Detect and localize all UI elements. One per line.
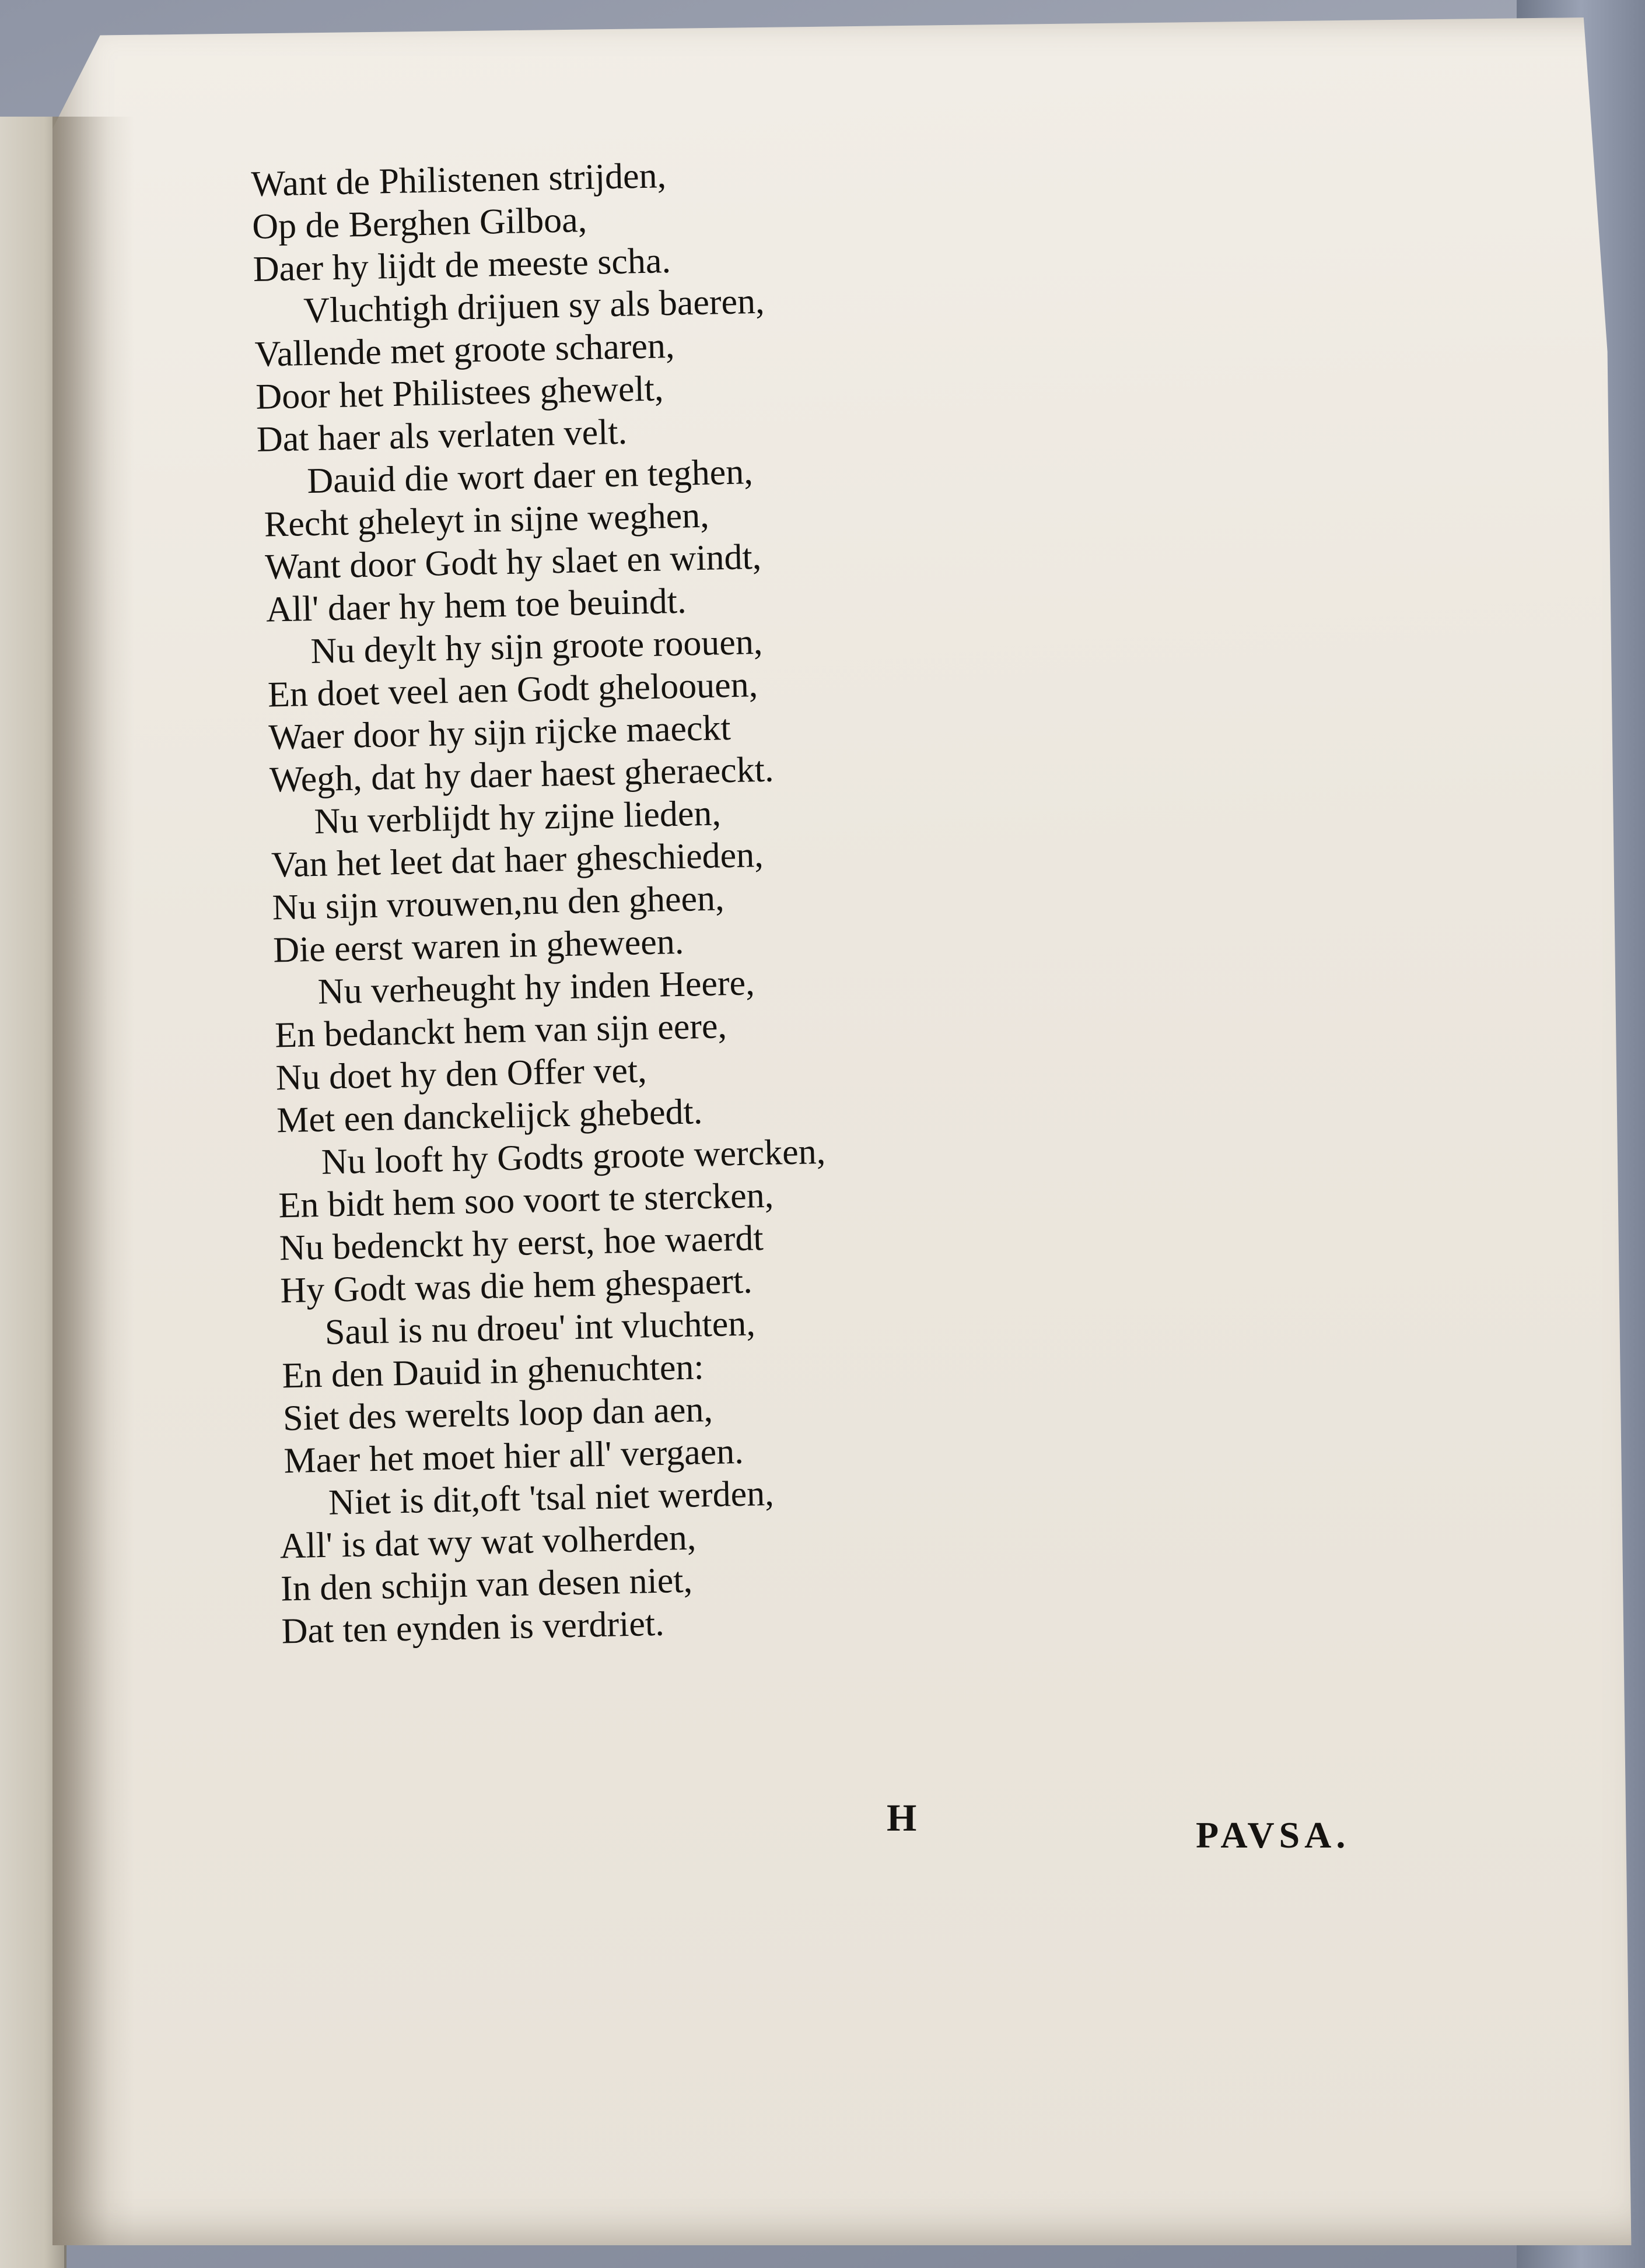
- verse-line: Hy Godt was die hem ghespaert.: [279, 1261, 753, 1311]
- verse-line: En bedanckt hem van sijn eere,: [274, 1006, 727, 1056]
- verse-line: Want de Philistenen strijden,: [251, 156, 667, 204]
- verse-line: Nu doet hy den Offer vet,: [275, 1050, 648, 1098]
- verse-line: Nu verheught hy inden Heere,: [317, 963, 755, 1012]
- verse-line: Met een danckelijck ghebedt.: [276, 1092, 703, 1141]
- verse-line: Vluchtigh drijuen sy als baeren,: [303, 281, 765, 331]
- verse-line: En den Dauid in ghenuchten:: [281, 1347, 705, 1396]
- verse-line: In den schijn van desen niet,: [280, 1560, 693, 1609]
- verse-line: Vallende met groote scharen,: [254, 325, 676, 374]
- verse-line: En doet veel aen Godt gheloouen,: [267, 665, 758, 715]
- verse-line: All' daer hy hem toe beuindt.: [265, 581, 687, 630]
- verse-line: Door het Philistees ghewelt,: [255, 369, 664, 417]
- verse-line: Nu bedenckt hy eerst, hoe waerdt: [279, 1218, 764, 1268]
- verse-line: Van het leet dat haer gheschieden,: [271, 835, 764, 885]
- verse-line: Want door Godt hy slaet en windt,: [264, 537, 762, 587]
- verse-line: Nu sijn vrouwen,nu den gheen,: [272, 878, 725, 928]
- verse-line: Nu deylt hy sijn groote roouen,: [310, 622, 763, 672]
- verse-line: Dauid die wort daer en teghen,: [306, 452, 754, 502]
- verse-line: Waer door hy sijn rijcke maeckt: [268, 707, 732, 758]
- verse-line: Recht gheleyt in sijne weghen,: [264, 495, 710, 545]
- catchword: H: [887, 1797, 917, 1839]
- gutter-shadow: [52, 117, 134, 2245]
- verse-line: En bidt hem soo voort te stercken,: [278, 1175, 774, 1226]
- verse-line: Nu looft hy Godts groote wercken,: [321, 1131, 826, 1182]
- verse-line: All' is dat wy wat volherden,: [279, 1517, 696, 1566]
- verse-line: Op de Berghen Gilboa,: [251, 199, 587, 247]
- verse-line: Die eerst waren in gheween.: [272, 921, 684, 970]
- verse-line: Niet is dit,oft 'tsal niet werden,: [328, 1473, 775, 1523]
- verse-line: Wegh, dat hy daer haest gheraeckt.: [269, 749, 775, 800]
- verse-line: Nu verblijdt hy zijne lieden,: [313, 793, 722, 842]
- verse-line: Dat haer als verlaten velt.: [256, 412, 628, 460]
- verse-block: [251, 145, 1157, 1653]
- verse-line: Dat ten eynden is verdriet.: [281, 1603, 665, 1652]
- running-title: PAVSA.: [1196, 1814, 1350, 1856]
- verse-line: Daer hy lijdt de meeste scha.: [253, 240, 671, 289]
- verse-line: Maer het moet hier all' vergaen.: [283, 1431, 744, 1481]
- verse-line: Siet des werelts loop dan aen,: [282, 1389, 713, 1439]
- verse-line: Saul is nu droeu' int vluchten,: [324, 1303, 756, 1352]
